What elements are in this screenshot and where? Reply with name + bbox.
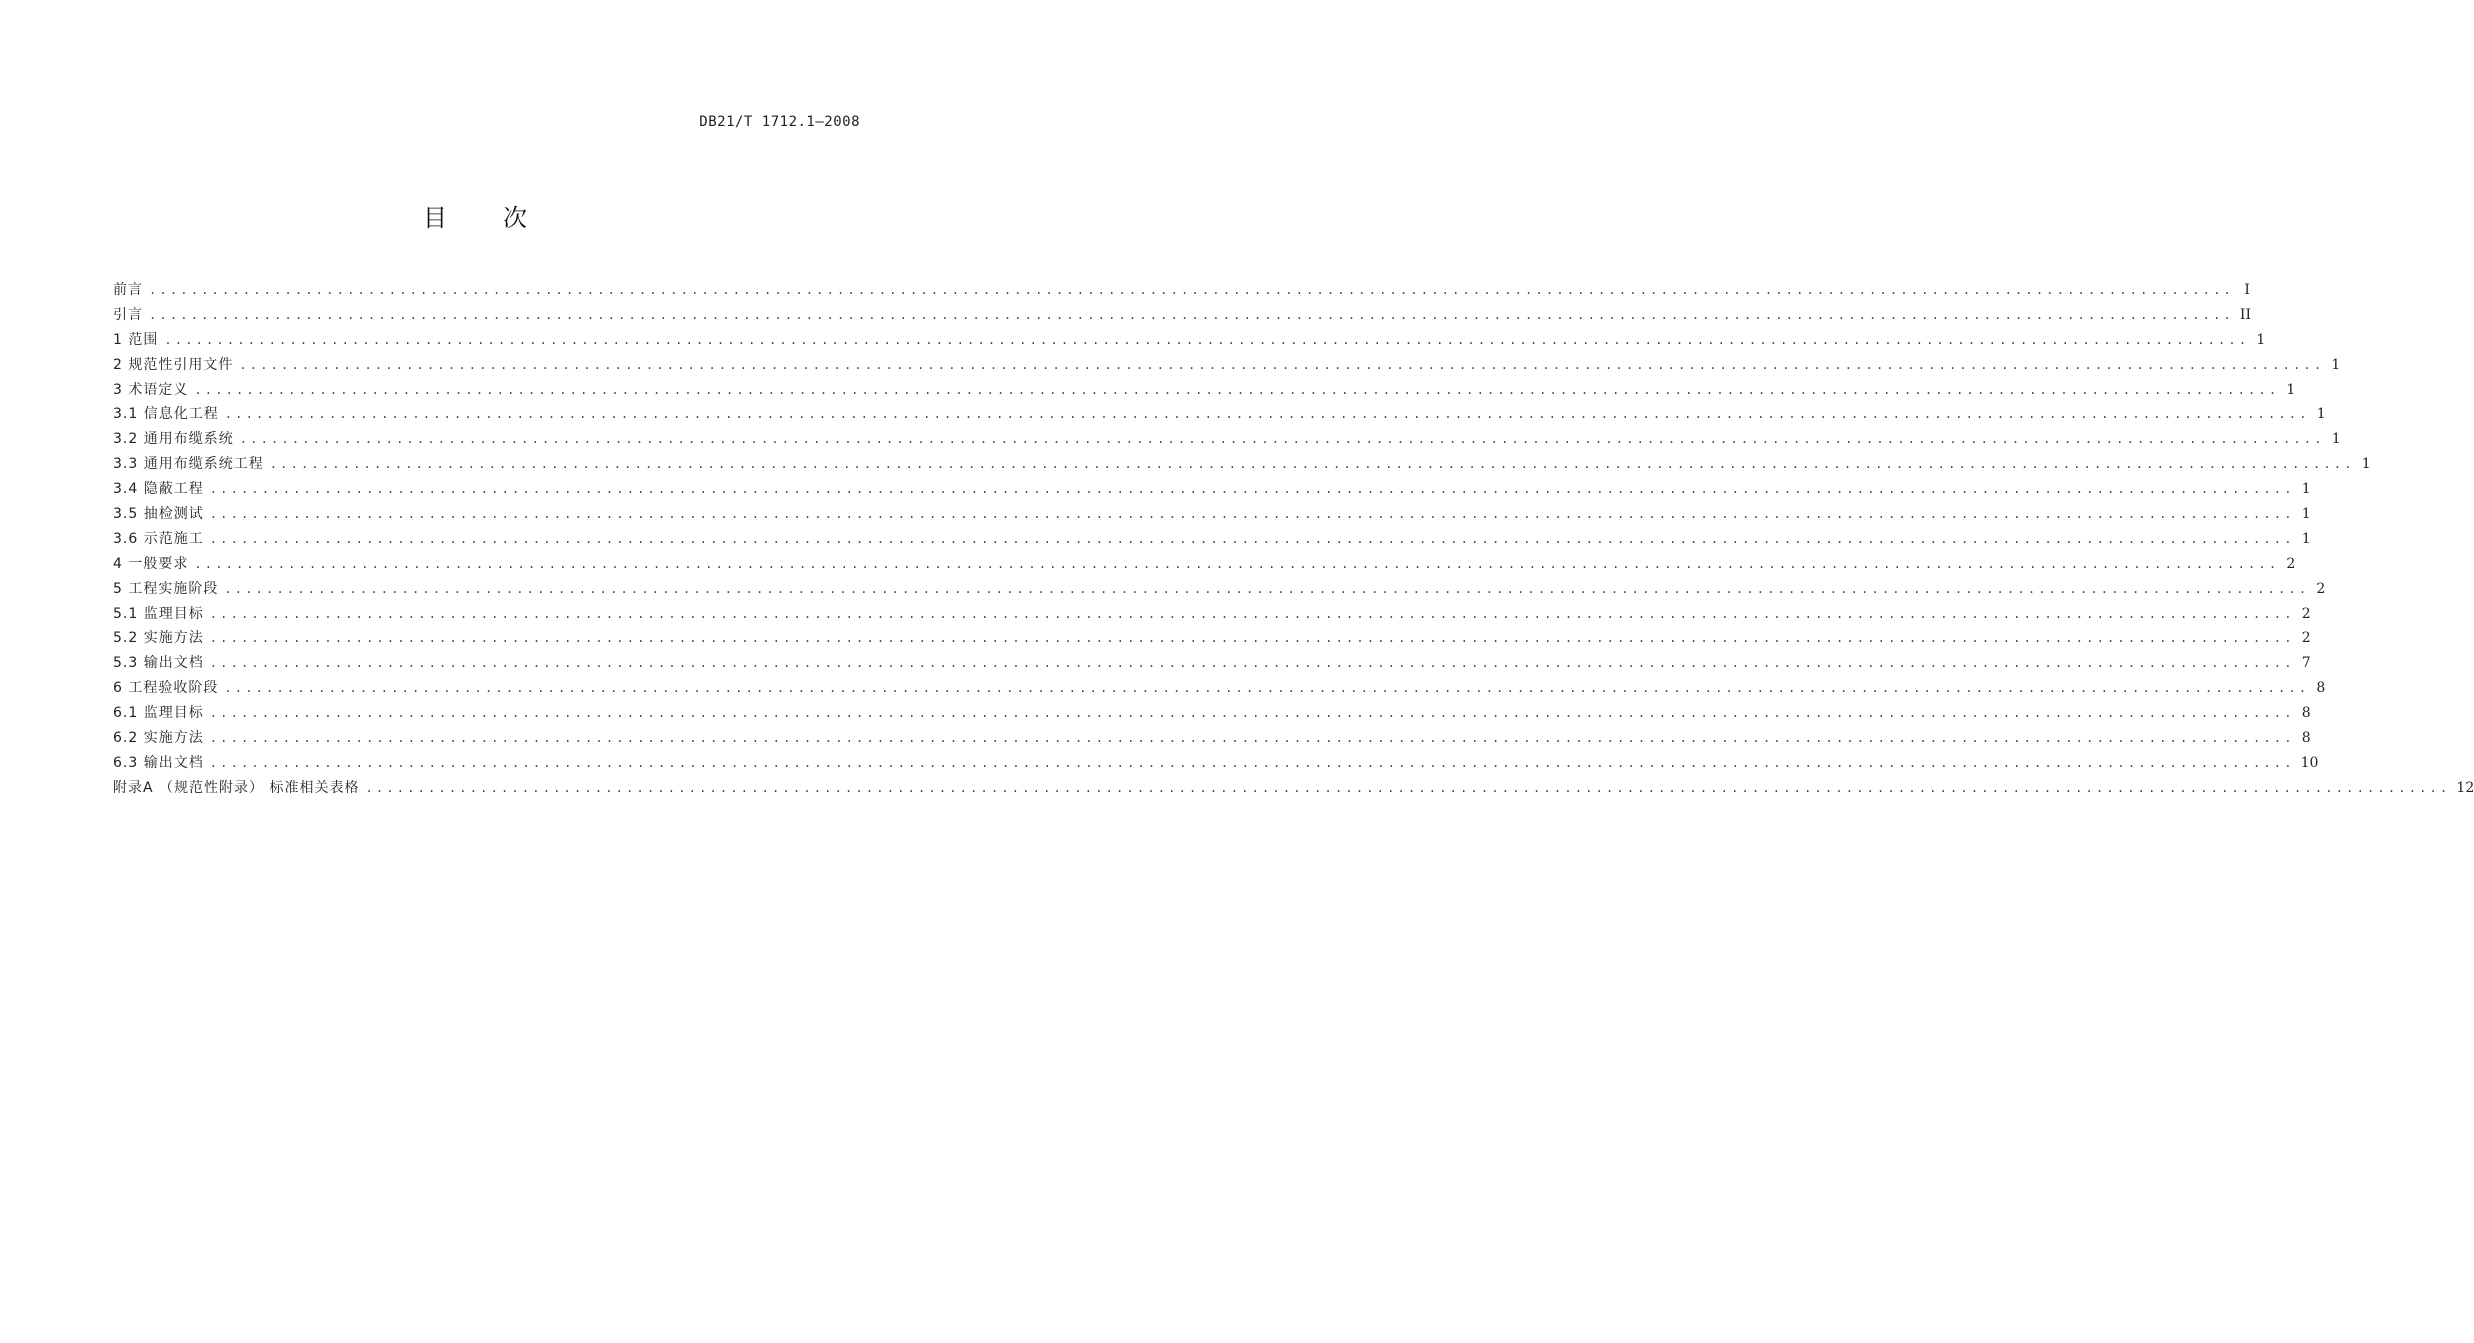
toc-entry-label: 3 术语定义: [113, 381, 189, 398]
toc-leader-dots: ........................................................................................................................................................................................................: [365, 780, 2451, 795]
toc-entry-label: 3.1 信息化工程: [113, 406, 219, 423]
toc-entry-label: 5.1 监理目标: [113, 605, 204, 622]
toc-leader-dots: ........................................................................................................................................................................................................: [209, 482, 2295, 497]
toc-entry-label: 4 一般要求: [113, 555, 189, 572]
toc-entry-label: 6 工程验收阶段: [113, 680, 219, 697]
toc-entry-label: 3.4 隐蔽工程: [113, 481, 204, 498]
toc-entry[interactable]: [113, 328, 2266, 353]
toc-entry[interactable]: [113, 452, 2371, 477]
toc-entry[interactable]: [113, 378, 2296, 403]
toc-entry-label: 5.2 实施方法: [113, 630, 204, 647]
toc-entry-page: 1: [2316, 406, 2326, 423]
toc-entry-label: 3.2 通用布缆系统: [113, 431, 234, 448]
toc-leader-dots: ........................................................................................................................................................................................................: [209, 631, 2295, 646]
toc-entry[interactable]: [113, 577, 2326, 602]
toc-leader-dots: ........................................................................................................................................................................................................: [239, 432, 2325, 447]
toc-leader-dots: ........................................................................................................................................................................................................: [269, 457, 2355, 472]
toc-leader-dots: ........................................................................................................................................................................................................: [224, 581, 2310, 596]
toc-entry-page: 1: [2331, 356, 2341, 373]
toc-entry-page: 8: [2301, 730, 2311, 747]
toc-entry-page: 2: [2286, 555, 2296, 572]
toc-entry-label: 引言: [113, 306, 143, 323]
toc-entry[interactable]: [113, 402, 2326, 427]
toc-leader-dots: ........................................................................................................................................................................................................: [209, 755, 2295, 770]
toc-entry[interactable]: [113, 626, 2311, 651]
toc-leader-dots: ........................................................................................................................................................................................................: [194, 556, 2280, 571]
toc-entry-page: 8: [2301, 705, 2311, 722]
toc-entry-page: 7: [2301, 655, 2311, 672]
toc-entry-page: 12: [2456, 779, 2474, 796]
toc-entry-label: 3.5 抽检测试: [113, 506, 204, 523]
toc-entry[interactable]: [113, 676, 2326, 701]
toc-entry-page: 1: [2331, 431, 2341, 448]
toc-entry-page: 2: [2301, 605, 2311, 622]
toc-leader-dots: ........................................................................................................................................................................................................: [209, 706, 2295, 721]
toc-leader-dots: ........................................................................................................................................................................................................: [224, 407, 2310, 422]
toc-leader-dots: ........................................................................................................................................................................................................: [209, 531, 2295, 546]
toc-entry[interactable]: [113, 353, 2341, 378]
toc-entry[interactable]: [113, 751, 2319, 776]
toc-leader-dots: ........................................................................................................................................................................................................: [194, 382, 2280, 397]
toc-entry-label: 2 规范性引用文件: [113, 356, 234, 373]
toc-leader-dots: ........................................................................................................................................................................................................: [239, 357, 2325, 372]
toc-leader-dots: ........................................................................................................................................................................................................: [224, 681, 2310, 696]
toc-entry-label: 1 范围: [113, 331, 159, 348]
toc-entry[interactable]: [113, 701, 2311, 726]
toc-entry[interactable]: [113, 602, 2311, 627]
toc-entry-label: 6.3 输出文档: [113, 754, 204, 771]
toc-entry-page: 2: [2316, 580, 2326, 597]
toc-leader-dots: ........................................................................................................................................................................................................: [209, 507, 2295, 522]
toc-entry-page: 1: [2301, 530, 2311, 547]
toc-entry[interactable]: [113, 776, 2474, 801]
toc-entry-page: 2: [2301, 630, 2311, 647]
toc-entry-page: 1: [2301, 506, 2311, 523]
toc-entry[interactable]: [113, 527, 2311, 552]
toc-entry-label: 前言: [113, 282, 143, 298]
toc-entry-page: 1: [2256, 331, 2266, 348]
toc-entry[interactable]: [113, 477, 2311, 502]
toc-leader-dots: ........................................................................................................................................................................................................: [209, 606, 2295, 621]
toc-leader-dots: ........................................................................................................................................................................................................: [164, 332, 2250, 347]
toc-entry-label: 3.3 通用布缆系统工程: [113, 456, 264, 473]
toc-entry[interactable]: [113, 427, 2341, 452]
toc-entry[interactable]: [113, 502, 2311, 527]
toc-leader-dots: ........................................................................................................................................................................................................: [209, 656, 2295, 671]
toc-entry-label: 5 工程实施阶段: [113, 580, 219, 597]
toc-entry-page: 1: [2301, 481, 2311, 498]
toc-entry-label: 3.6 示范施工: [113, 530, 204, 547]
toc-entry-page: I: [2244, 282, 2250, 298]
toc-entry-page: 1: [2286, 381, 2296, 398]
toc-entry[interactable]: [113, 303, 2251, 328]
toc-entry-label: 附录A （规范性附录） 标准相关表格: [113, 779, 360, 796]
toc-leader-dots: ........................................................................................................................................................................................................: [149, 283, 2234, 297]
toc-entry-label: 5.3 输出文档: [113, 655, 204, 672]
toc-entry-page: 10: [2300, 754, 2319, 771]
toc-leader-dots: ........................................................................................................................................................................................................: [209, 731, 2295, 746]
toc-entry[interactable]: [113, 552, 2296, 577]
toc-entry[interactable]: [113, 278, 2250, 303]
toc-leader-dots: ........................................................................................................................................................................................................: [149, 307, 2234, 322]
toc-entry-label: 6.2 实施方法: [113, 730, 204, 747]
toc-entry[interactable]: [113, 651, 2311, 676]
table-of-contents: [113, 278, 2474, 801]
toc-entry-page: 8: [2316, 680, 2326, 697]
toc-entry-page: 1: [2361, 456, 2371, 473]
page-title: 目次: [423, 204, 583, 232]
document-code: DB21/T 1712.1—2008: [699, 114, 860, 130]
toc-entry-page: II: [2239, 306, 2251, 323]
toc-entry[interactable]: [113, 726, 2311, 751]
toc-entry-label: 6.1 监理目标: [113, 705, 204, 722]
